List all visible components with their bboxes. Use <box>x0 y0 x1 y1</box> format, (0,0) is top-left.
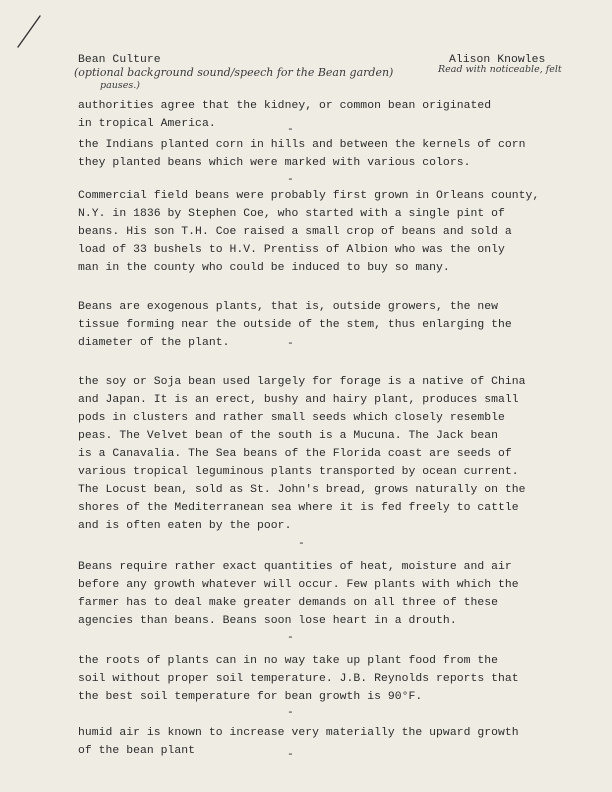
paragraph-line: shores of the Mediterranean sea where it is fed freely to cattle <box>78 502 519 514</box>
paragraph-line: is a Canavalia. The Sea beans of the Florida coast are seeds of <box>78 448 512 460</box>
section-separator: - <box>287 632 294 644</box>
paragraph-line: pods in clusters and rather small seeds which closely resemble <box>78 412 505 424</box>
paragraph-line: of the bean plant <box>78 745 196 757</box>
section-separator: - <box>287 124 294 136</box>
paragraph-line: they planted beans which were marked with various colors. <box>78 157 471 169</box>
section-separator: - <box>287 174 294 186</box>
paragraph-line: the soy or Soja bean used largely for forage is a native of China <box>78 376 526 388</box>
paragraph-line: N.Y. in 1836 by Stephen Coe, who started with a single pint of <box>78 208 505 220</box>
paragraph-line: and is often eaten by the poor. <box>78 520 292 532</box>
paragraph-line: in tropical America. <box>78 118 216 130</box>
paragraph-line: humid air is known to increase very materially the upward growth <box>78 727 519 739</box>
paragraph-line: Commercial field beans were probably first grown in Orleans county, <box>78 190 540 202</box>
paragraph-line: soil without proper soil temperature. J.B. Reynolds reports that <box>78 673 519 685</box>
pen-stroke-mark <box>14 14 44 50</box>
document-author: Alison Knowles <box>449 54 546 66</box>
paragraph-line: the Indians planted corn in hills and between the kernels of corn <box>78 139 526 151</box>
paragraph-line: peas. The Velvet bean of the south is a Mucuna. The Jack bean <box>78 430 499 442</box>
handwritten-note-main: (optional background sound/speech for the Bean garden) <box>74 66 394 79</box>
section-separator: - <box>287 707 294 719</box>
paragraph-line: man in the county who could be induced to buy so many. <box>78 262 450 274</box>
section-separator: - <box>298 538 305 550</box>
paragraph-line: various tropical leguminous plants transported by ocean current. <box>78 466 519 478</box>
document-title: Bean Culture <box>78 54 161 66</box>
paragraph-line: Beans require rather exact quantities of heat, moisture and air <box>78 561 512 573</box>
paragraph-line: farmer has to deal make greater demands on all three of these <box>78 597 499 609</box>
paragraph-line: tissue forming near the outside of the stem, thus enlarging the <box>78 319 512 331</box>
paragraph-line: the roots of plants can in no way take up plant food from the <box>78 655 499 667</box>
paragraph-line: load of 33 bushels to H.V. Prentiss of Albion who was the only <box>78 244 505 256</box>
paragraph-line: authorities agree that the kidney, or common bean originated <box>78 100 492 112</box>
paragraph-line: diameter of the plant. <box>78 337 230 349</box>
paragraph-line: before any growth whatever will occur. Few plants with which the <box>78 579 519 591</box>
paragraph-line: The Locust bean, sold as St. John's bread, grows naturally on the <box>78 484 526 496</box>
paragraph-line: and Japan. It is an erect, bushy and hairy plant, produces small <box>78 394 519 406</box>
section-separator: - <box>287 749 294 761</box>
handwritten-note-right: Read with noticeable, felt <box>438 64 562 75</box>
paragraph-line: Beans are exogenous plants, that is, outside growers, the new <box>78 301 499 313</box>
section-separator: - <box>287 338 294 350</box>
paragraph-line: beans. His son T.H. Coe raised a small crop of beans and sold a <box>78 226 512 238</box>
handwritten-note-pauses: pauses.) <box>100 80 140 91</box>
paragraph-line: agencies than beans. Beans soon lose heart in a drouth. <box>78 615 457 627</box>
paragraph-line: the best soil temperature for bean growth is 90°F. <box>78 691 423 703</box>
